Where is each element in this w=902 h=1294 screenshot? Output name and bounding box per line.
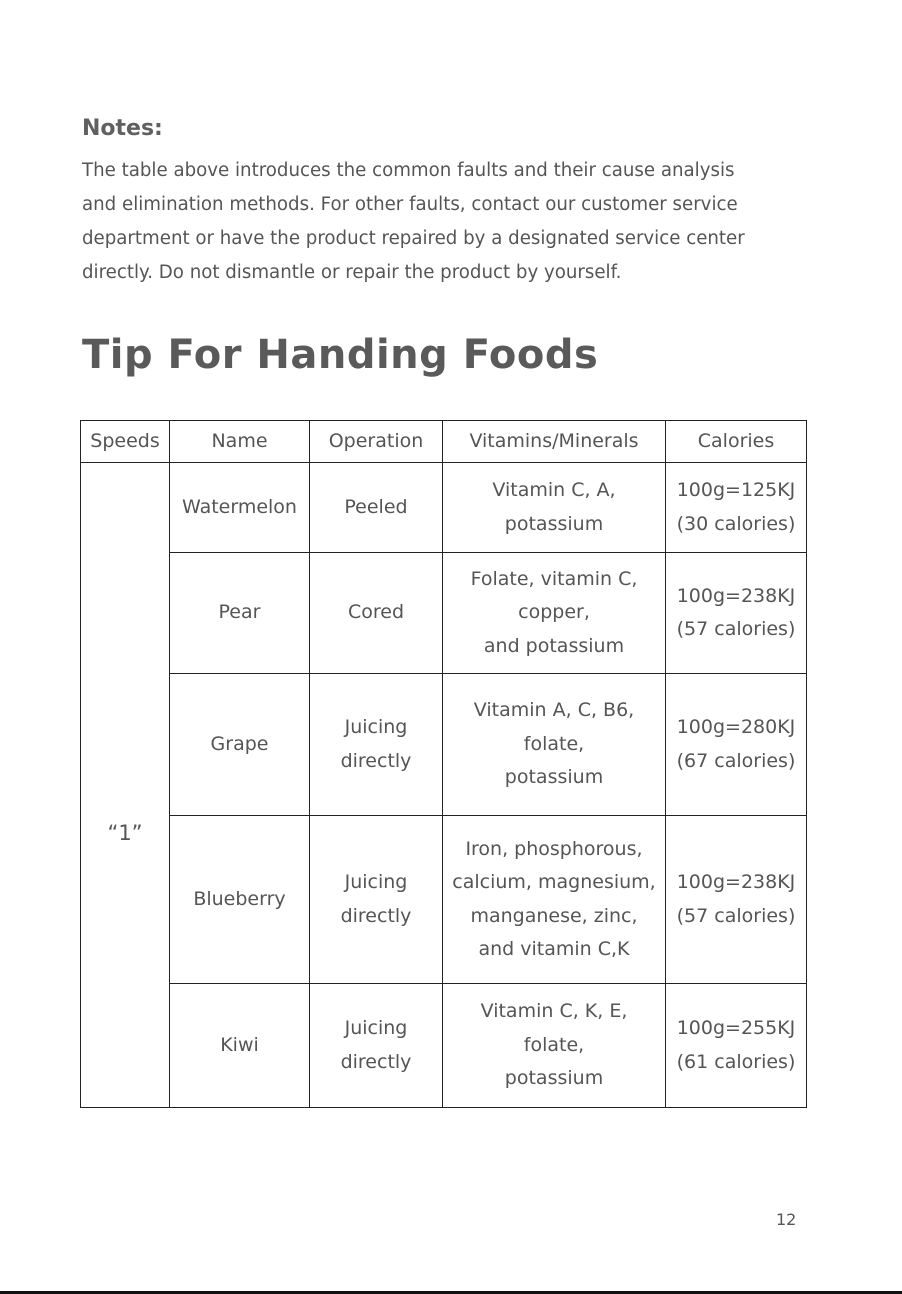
table-row — [81, 674, 807, 816]
table-header-row — [81, 421, 807, 463]
operation-line: Juicing — [344, 716, 408, 738]
speed-value: “1” — [107, 820, 143, 845]
name-cell: Kiwi — [170, 984, 310, 1108]
vitamins-line: Vitamin A, C, B6, — [473, 699, 635, 722]
speed-cell — [81, 463, 170, 1108]
calories-cell — [666, 816, 807, 984]
notes-line: department or have the product repaired by a designated service center — [82, 228, 745, 249]
vitamins-line: copper, — [518, 601, 590, 624]
operation-line: Juicing — [344, 1017, 408, 1039]
calories-line: 100g=238KJ — [676, 871, 796, 893]
calories-line: 100g=125KJ — [676, 479, 796, 501]
operation-line: Peeled — [344, 495, 408, 518]
vitamins-line: and vitamin C,K — [478, 938, 630, 960]
foods-table — [80, 420, 807, 1108]
calories-line: (57 calories) — [676, 904, 796, 927]
operation-line: Cored — [347, 601, 405, 624]
calories-line: (67 calories) — [676, 749, 796, 772]
vitamins-line: potassium — [504, 512, 604, 535]
calories-cell — [666, 463, 807, 553]
vitamins-line: and potassium — [483, 634, 625, 657]
calories-line: (30 calories) — [676, 512, 796, 535]
vitamins-cell — [443, 553, 666, 674]
operation-line: directly — [340, 1050, 412, 1073]
operation-cell — [310, 463, 443, 553]
calories-line: (61 calories) — [676, 1050, 796, 1073]
vitamins-line: Vitamin C, A, — [492, 479, 616, 501]
operation-cell — [310, 816, 443, 984]
header-calories: Calories — [666, 421, 807, 463]
notes-heading: Notes: — [82, 116, 163, 141]
vitamins-line: calcium, magnesium, — [452, 871, 656, 893]
operation-cell — [310, 674, 443, 816]
calories-cell — [666, 553, 807, 674]
name-cell: Blueberry — [170, 816, 310, 984]
operation-line: directly — [340, 749, 412, 772]
name-cell: Watermelon — [170, 463, 310, 553]
vitamins-line: Folate, vitamin C, — [470, 567, 638, 590]
calories-line: 100g=255KJ — [676, 1017, 796, 1039]
notes-paragraph — [82, 154, 812, 290]
calories-cell — [666, 674, 807, 816]
vitamins-line: folate, — [523, 1033, 585, 1056]
notes-line: and elimination methods. For other faults, contact our customer service — [82, 194, 738, 215]
vitamins-cell — [443, 463, 666, 553]
operation-line: directly — [340, 904, 412, 927]
notes-line: directly. Do not dismantle or repair the product by yourself. — [82, 262, 622, 283]
table-row — [81, 463, 807, 553]
header-vitamins: Vitamins/Minerals — [443, 421, 666, 463]
notes-line: The table above introduces the common faults and their cause analysis — [82, 160, 735, 181]
vitamins-line: Iron, phosphorous, — [465, 837, 643, 860]
page-title: Tip For Handing Foods — [82, 332, 599, 378]
table-row — [81, 816, 807, 984]
vitamins-line: Vitamin C, K, E, — [480, 1000, 628, 1023]
operation-line: Juicing — [344, 871, 408, 893]
calories-line: 100g=238KJ — [676, 584, 796, 607]
name-cell: Pear — [170, 553, 310, 674]
header-speeds: Speeds — [81, 421, 170, 463]
page-number: 12 — [776, 1210, 797, 1229]
vitamins-cell — [443, 674, 666, 816]
vitamins-cell — [443, 984, 666, 1108]
vitamins-line: folate, — [523, 732, 585, 755]
vitamins-line: manganese, zinc, — [470, 904, 638, 927]
header-name: Name — [170, 421, 310, 463]
table-row — [81, 553, 807, 674]
header-operation: Operation — [310, 421, 443, 463]
table-row — [81, 984, 807, 1108]
operation-cell — [310, 984, 443, 1108]
calories-line: 100g=280KJ — [676, 716, 796, 738]
vitamins-line: potassium — [504, 1067, 604, 1090]
calories-line: (57 calories) — [676, 618, 796, 640]
name-cell: Grape — [170, 674, 310, 816]
calories-cell — [666, 984, 807, 1108]
operation-cell — [310, 553, 443, 674]
vitamins-cell — [443, 816, 666, 984]
vitamins-line: potassium — [504, 766, 604, 789]
